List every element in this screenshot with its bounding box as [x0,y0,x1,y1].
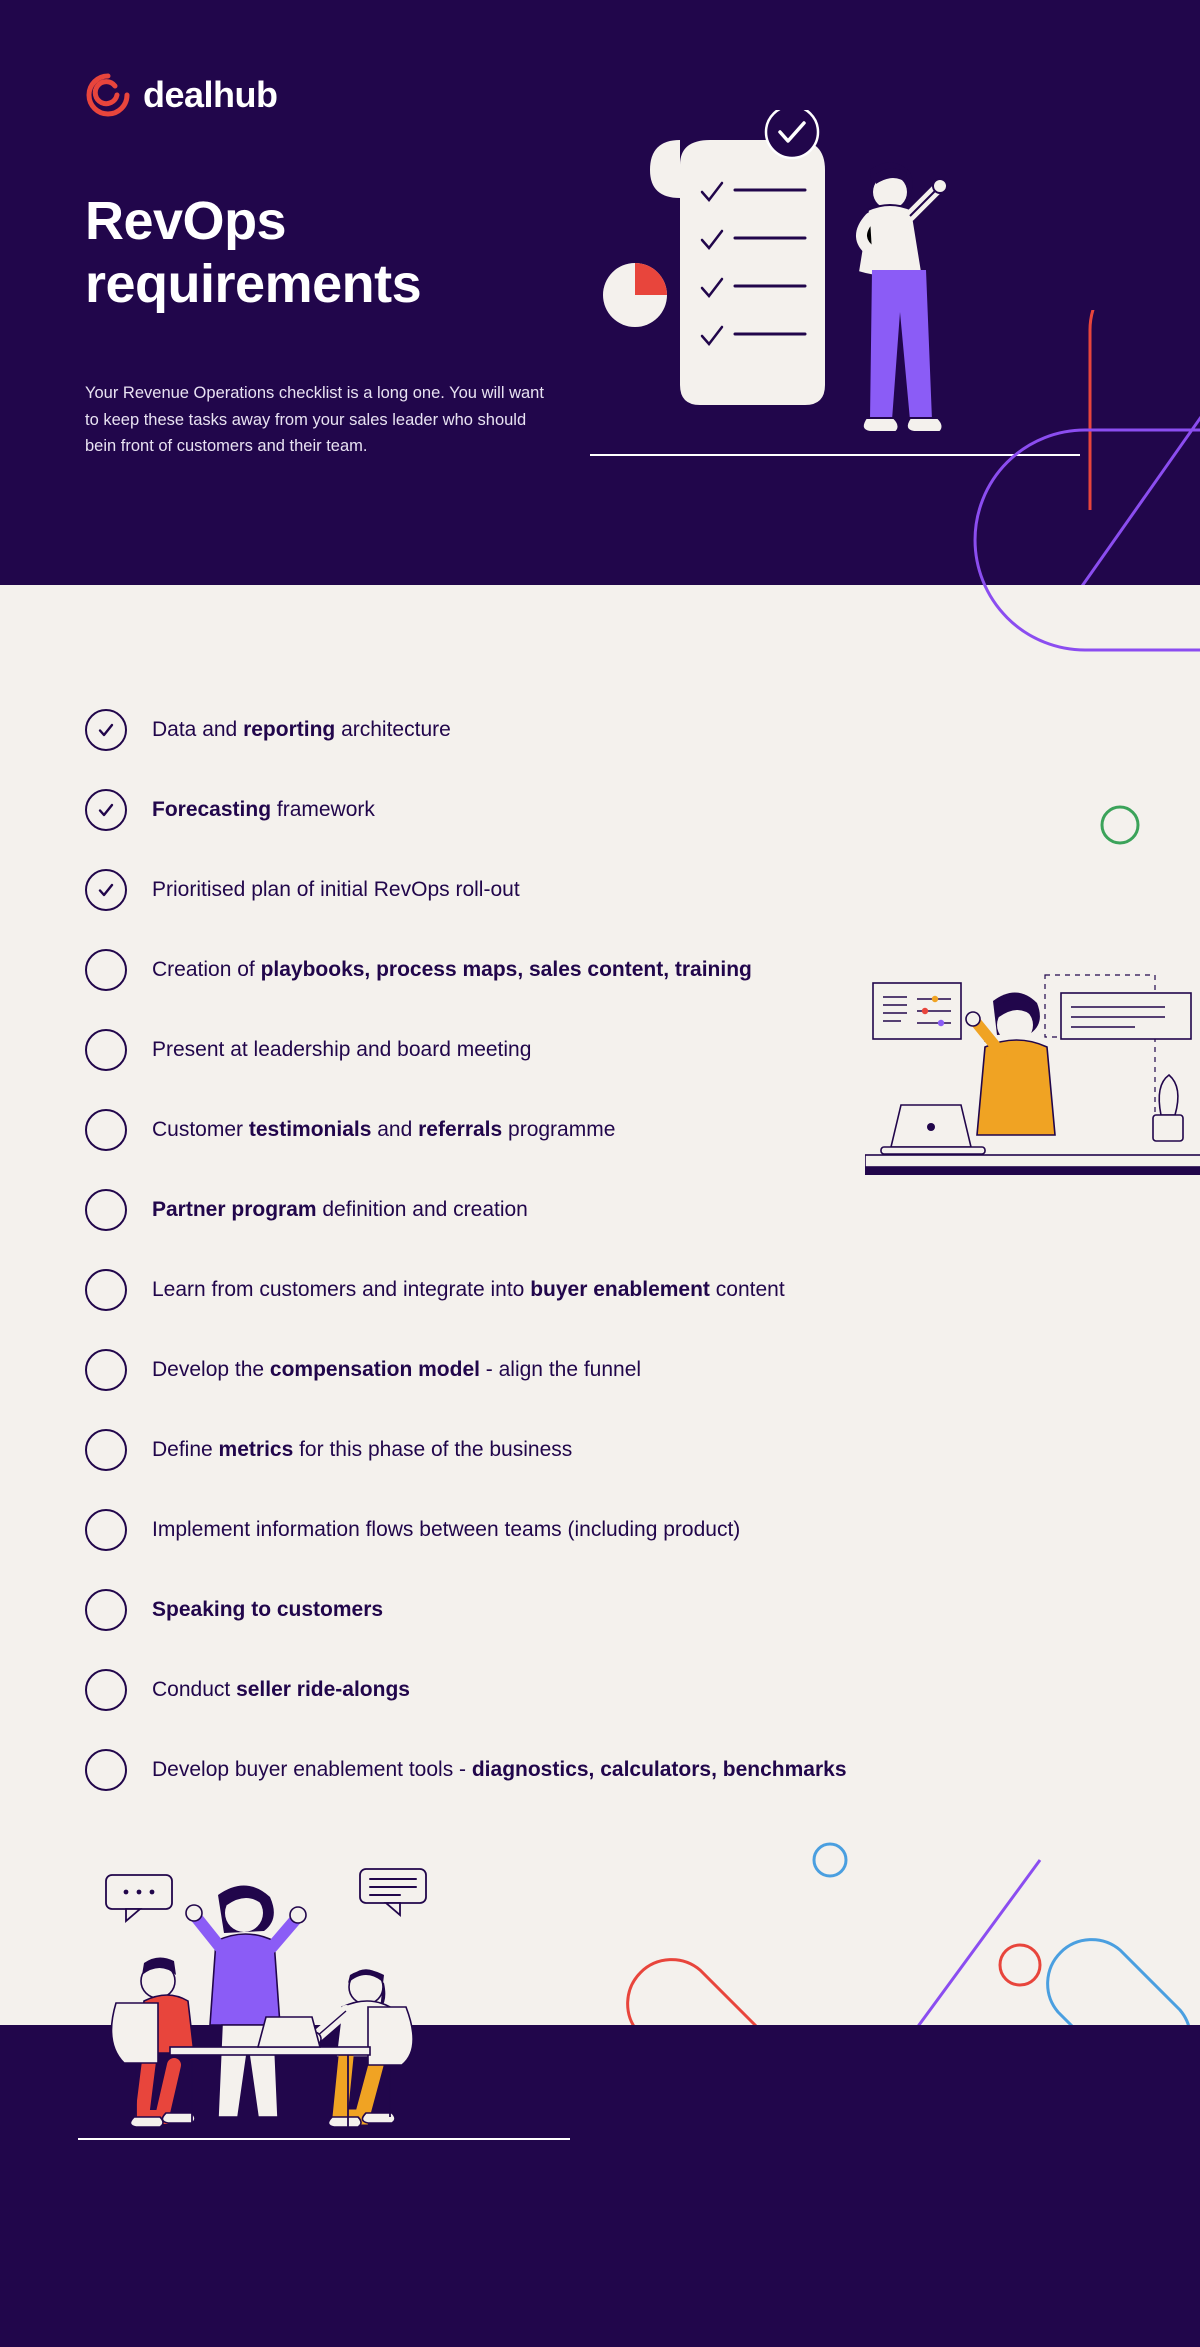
checklist-item[interactable] [85,1170,1115,1250]
checklist-item[interactable] [85,1410,1115,1490]
brand-name: dealhub [143,74,278,115]
checklist-item-label: Implement information flows between teams (including product) [152,1518,741,1542]
checkbox-checked-icon[interactable] [85,709,127,751]
checkbox-empty-icon[interactable] [85,1509,127,1551]
checklist-item-label: Data and reporting architecture [152,718,451,742]
checklist-item[interactable] [85,1090,1115,1170]
checklist-item[interactable] [85,1570,1115,1650]
checkbox-checked-icon[interactable] [85,789,127,831]
header-illustration [580,110,1100,510]
checklist-item-label: Develop the compensation model - align the funnel [152,1358,642,1382]
checkbox-empty-icon[interactable] [85,1749,127,1791]
checklist-item[interactable] [85,930,1115,1010]
checklist-item[interactable] [85,1730,1115,1810]
dealhub-swirl-logo-icon [85,72,131,118]
checklist-item[interactable] [85,1010,1115,1090]
checklist-item-label: Forecasting framework [152,798,375,822]
checkbox-empty-icon[interactable] [85,1109,127,1151]
checklist-item-label: Learn from customers and integrate into buyer enablement content [152,1278,785,1302]
checklist-item-label: Define metrics for this phase of the business [152,1438,573,1462]
checkbox-empty-icon[interactable] [85,1429,127,1471]
footer-illustration [70,1855,590,2155]
checklist-item-label: Speaking to customers [152,1598,384,1622]
checklist-item[interactable] [85,850,1115,930]
checklist-item-label: Creation of playbooks, process maps, sales content, training [152,958,752,982]
checkbox-empty-icon[interactable] [85,949,127,991]
checklist-item[interactable] [85,690,1115,770]
checkbox-empty-icon[interactable] [85,1589,127,1631]
checklist-item-label: Present at leadership and board meeting [152,1038,532,1062]
checkbox-empty-icon[interactable] [85,1029,127,1071]
checklist-item[interactable] [85,1650,1115,1730]
checklist-item[interactable] [85,770,1115,850]
page-subtitle: Your Revenue Operations checklist is a long one. You will want to keep these tasks away from your sales leader who should bein front of customers and their team. [85,384,544,456]
checklist-item-label: Prioritised plan of initial RevOps roll-out [152,878,520,902]
checklist-item-label: Conduct seller ride-alongs [152,1678,410,1702]
checklist-item-label: Partner program definition and creation [152,1198,528,1222]
checkbox-empty-icon[interactable] [85,1269,127,1311]
page-title-line-2: requirements [85,253,422,314]
header-section [0,0,1200,585]
checklist-item-label: Develop buyer enablement tools - diagnostics, calculators, benchmarks [152,1758,847,1782]
checklist [85,690,1115,1810]
checklist-item[interactable] [85,1330,1115,1410]
decorative-circle-red [985,1930,1055,2000]
decorative-circle-blue [800,1830,860,1890]
checkbox-empty-icon[interactable] [85,1669,127,1711]
checkbox-empty-icon[interactable] [85,1349,127,1391]
checklist-item-label: Customer testimonials and referrals programme [152,1118,616,1142]
checkbox-empty-icon[interactable] [85,1189,127,1231]
checklist-item[interactable] [85,1250,1115,1330]
checkbox-checked-icon[interactable] [85,869,127,911]
page-title-line-1: RevOps [85,191,287,251]
page-title [85,190,421,315]
brand-logo [85,72,278,118]
checklist-item[interactable] [85,1490,1115,1570]
